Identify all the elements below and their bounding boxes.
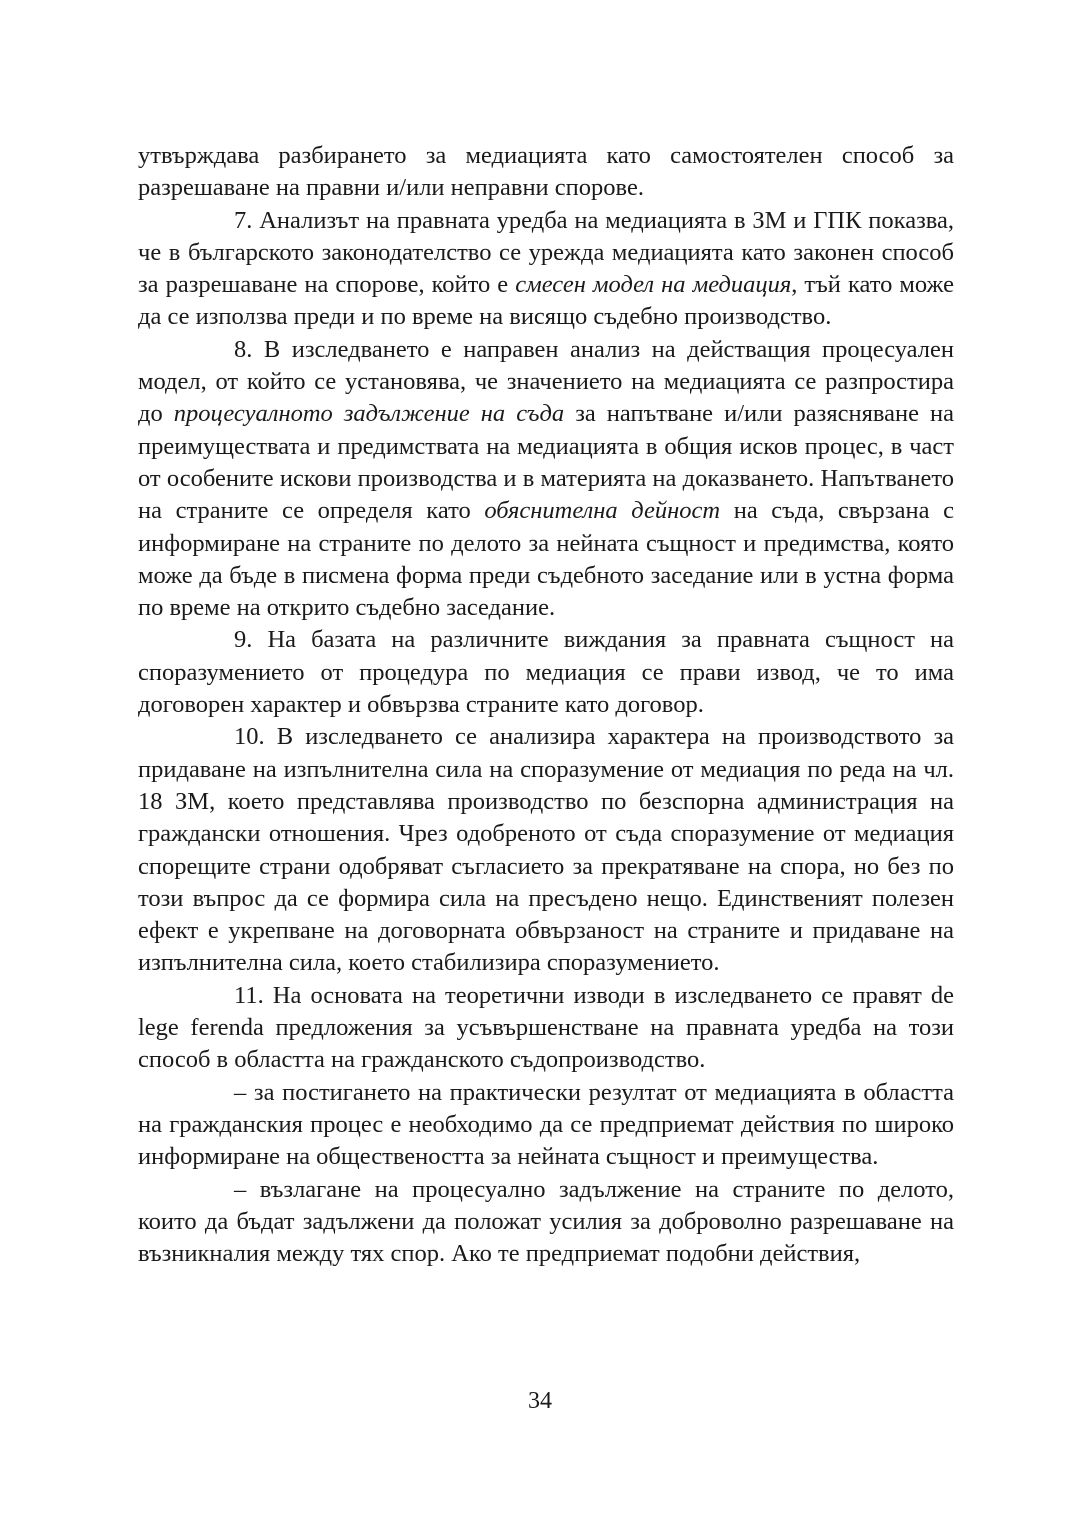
paragraph-text: на съда, свързана с информиране на страните по делото за нейната същност и предимства, която може да бъде в писмена форма преди съдебното заседание или в устна форма по време на открито съдебно заседание.: [138, 497, 955, 622]
dash-item-2: [138, 1174, 954, 1271]
paragraph-item-10: [138, 721, 954, 979]
page-body: [138, 140, 954, 1270]
paragraph-text: утвърждава разбирането за медиацията като самостоятелен способ за разрешаване на правни и/или неправни спорове.: [138, 142, 954, 202]
paragraph-text: 11. На основата на теоретични изводи в изследването се правят de lege ferenda предложения за усъвършенстване на правната уредба на този способ в областта на гражданското съдопроизводство.: [138, 981, 954, 1074]
page-number: 34: [528, 1388, 552, 1414]
paragraph-text: 10. В изследването се анализира характера на производството за придаване на изпълнителна сила на споразумение от медиация по реда на чл. 18 ЗМ, което представлява производство по безспорна администрация на граждански отношения. Чрез одобреното от съда споразумение от медиация спорещите страни одобряват съгласието за прекратяване на спора, но без по този въпрос да се формира сила на пресъдено нещо. Единственият полезен ефект е укрепване на договорната обвързаност на страните и придаване на изпълнителна сила, което стабилизира споразумението.: [138, 723, 954, 977]
italic-emphasis: обяснителна дейност: [484, 497, 721, 525]
italic-emphasis: смесен модел на медиация: [515, 271, 792, 299]
paragraph-text: 7. Анализът на правната уредба на медиацията в ЗМ и ГПК показва, че в българското законодателство се урежда медиацията като законен способ за разрешаване на спорове, който е: [138, 206, 954, 299]
paragraph-item-7: [138, 205, 954, 334]
paragraph-text: за напътване и/или разясняване на преимуществата и предимствата на медиацията в общия исков процес, в част от особените искови производства и в материята на доказването. Напътването на страните се определя като: [138, 400, 954, 525]
paragraph-text: 8. В изследването е направен анализ на действащия процесуален модел, от който се установява, че значението на медиацията се разпростира до: [138, 335, 954, 428]
paragraph-item-9: [138, 624, 954, 721]
paragraph-continuation: [138, 140, 954, 205]
paragraph-text: – за постигането на практически резултат от медиацията в областта на гражданския процес е необходимо да се предприемат действия по широко информиране на обществеността за нейната същност и преимущества.: [138, 1078, 954, 1171]
italic-emphasis: процесуалното задължение на съда: [173, 400, 565, 428]
paragraph-text: 9. На базата на различните виждания за правната същност на споразумението от процедура по медиация се прави извод, че то има договорен характер и обвързва страните като договор.: [138, 626, 954, 719]
paragraph-item-11: [138, 980, 954, 1077]
paragraph-text: – възлагане на процесуално задължение на страните по делото, които да бъдат задължени да положат усилия за доброволно разрешаване на възникналия между тях спор. Ако те предприемат подобни действия,: [138, 1175, 954, 1268]
paragraph-text: , тъй като може да се използва преди и по време на висящо съдебно производство.: [138, 271, 955, 331]
dash-item-1: [138, 1077, 954, 1174]
paragraph-item-8: [138, 334, 954, 625]
